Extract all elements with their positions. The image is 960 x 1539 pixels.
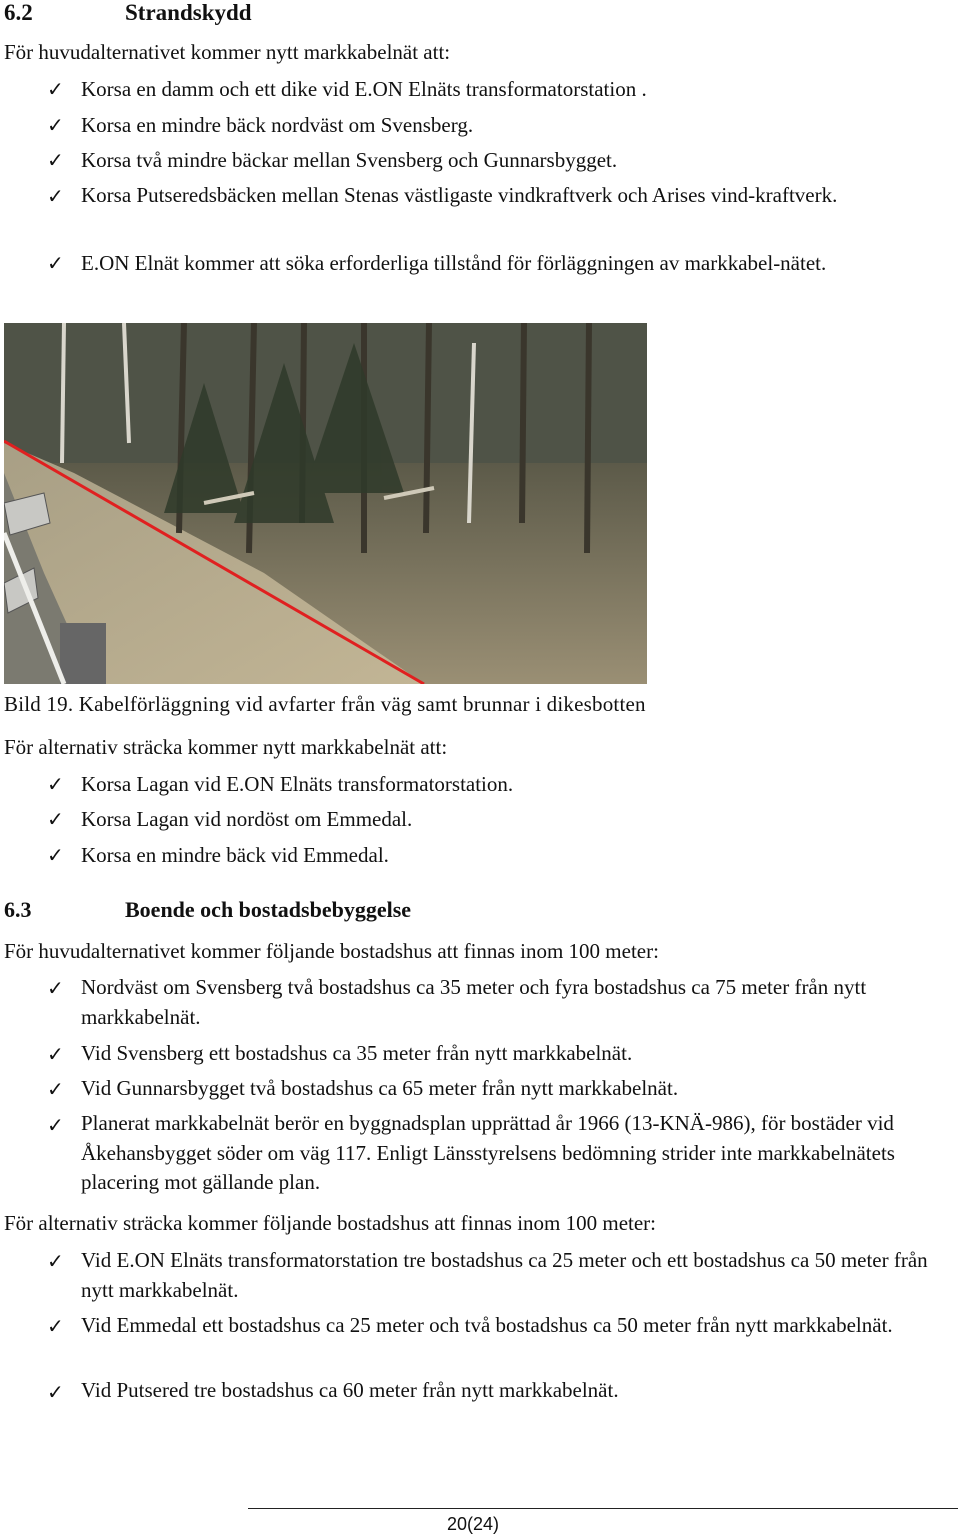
checkmark-icon: ✓: [47, 807, 64, 831]
list-item: Vid Emmedal ett bostadshus ca 25 meter och två bostadshus ca 50 meter från nytt markkabelnät.: [81, 1313, 893, 1337]
list-item: Vid Svensberg ett bostadshus ca 35 meter från nytt markkabelnät.: [81, 1041, 633, 1065]
checkmark-icon: ✓: [47, 772, 64, 796]
list-item: Korsa två mindre bäckar mellan Svensberg och Gunnarsbygget.: [81, 148, 618, 172]
checkmark-icon: ✓: [47, 976, 64, 1000]
list-item: Planerat markkabelnät berör en byggnadsplan upprättad år 1966 (13-KNÄ-986), för bostäder vid Åkehansbygget söder om väg 117. Enligt Länsstyrelsens bedömning strider inte markkabelnätets placering mot gällande plan.: [81, 1111, 895, 1194]
checkmark-icon: ✓: [47, 1042, 64, 1066]
checkmark-icon: ✓: [47, 1077, 64, 1101]
list-item: E.ON Elnät kommer att söka erforderliga tillstånd för förläggningen av markkabel-nätet.: [81, 251, 827, 275]
checkmark-icon: ✓: [47, 251, 64, 275]
checkmark-icon: ✓: [47, 184, 64, 208]
section-title-strandskydd: Strandskydd: [125, 0, 252, 25]
checkmark-icon: ✓: [47, 843, 64, 867]
checkmark-icon: ✓: [47, 113, 64, 137]
section-intro: För huvudalternativet kommer nytt markkabelnät att:: [4, 40, 451, 64]
section-number-6-3: 6.3: [4, 897, 32, 922]
page-number: 20(24): [447, 1514, 500, 1534]
section-title-boende: Boende och bostadsbebyggelse: [125, 897, 412, 922]
list-item: Korsa Lagan vid E.ON Elnäts transformatorstation.: [81, 772, 514, 796]
checkmark-icon: ✓: [47, 1314, 64, 1338]
list-item: Korsa en mindre bäck vid Emmedal.: [81, 843, 389, 867]
alternative-intro: För alternativ sträcka kommer nytt markkabelnät att:: [4, 735, 448, 759]
checkmark-icon: ✓: [47, 1113, 64, 1137]
list-item: Vid Putsered tre bostadshus ca 60 meter från nytt markkabelnät.: [81, 1378, 619, 1402]
checkmark-icon: ✓: [47, 1380, 64, 1404]
list-item: Korsa en damm och ett dike vid E.ON Elnäts transformatorstation .: [81, 77, 647, 101]
footer-divider: [248, 1508, 958, 1509]
list-item: Korsa Putseredsbäcken mellan Stenas västligaste vindkraftverk och Arises vind-kraftverk.: [81, 183, 838, 207]
list-item: Vid Gunnarsbygget två bostadshus ca 65 meter från nytt markkabelnät.: [81, 1076, 679, 1100]
photo-illustration: [4, 323, 647, 684]
list-item: Nordväst om Svensberg två bostadshus ca 35 meter och fyra bostadshus ca 75 meter från nytt markkabelnät.: [81, 975, 867, 1029]
photo-cable-route: [4, 323, 647, 684]
list-item: Vid E.ON Elnäts transformatorstation tre bostadshus ca 25 meter och ett bostadshus ca 50 meter från nytt markkabelnät.: [81, 1248, 928, 1302]
section-number-6-2: 6.2: [4, 0, 33, 25]
figure-caption: Bild 19. Kabelförläggning vid avfarter från väg samt brunnar i dikesbotten: [4, 692, 646, 716]
alternative-intro: För alternativ sträcka kommer följande bostadshus att finnas inom 100 meter:: [4, 1211, 657, 1235]
checkmark-icon: ✓: [47, 1249, 64, 1273]
checkmark-icon: ✓: [47, 148, 64, 172]
list-item: Korsa en mindre bäck nordväst om Svensberg.: [81, 113, 474, 137]
checkmark-icon: ✓: [47, 77, 64, 101]
list-item: Korsa Lagan vid nordöst om Emmedal.: [81, 807, 413, 831]
section-intro: För huvudalternativet kommer följande bostadshus att finnas inom 100 meter:: [4, 939, 659, 963]
